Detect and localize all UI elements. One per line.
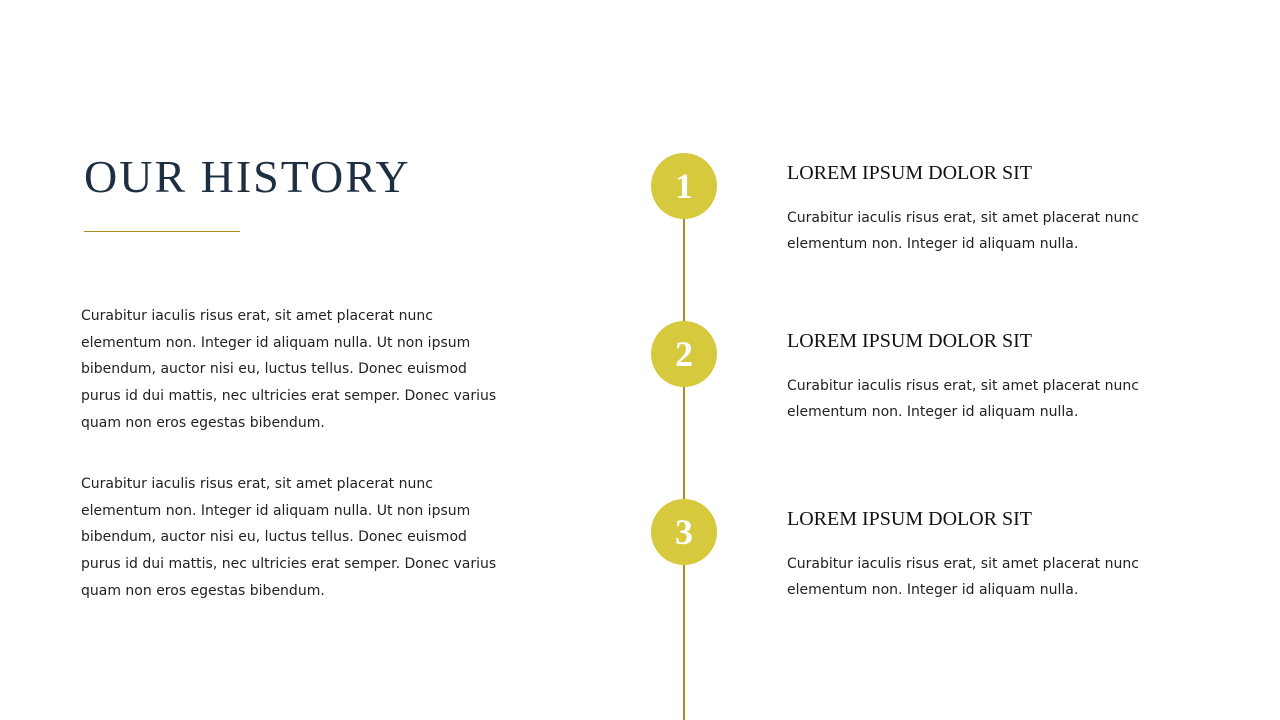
timeline-heading-2: LOREM IPSUM DOLOR SIT [787,330,1033,352]
timeline-text-1: Curabitur iaculis risus erat, sit amet placerat nunc elementum non. Integer id aliquam nulla. [787,210,1139,252]
history-paragraph-1: Curabitur iaculis risus erat, sit amet placerat nunc elementum non. Integer id aliquam nulla. Ut non ipsum bibendum, auctor nisi eu, luctus tellus. Donec euismod purus id dui mattis, nec ultricies erat semper. Donec varius quam non eros egestas bibendum. [81,308,497,431]
timeline-text-2: Curabitur iaculis risus erat, sit amet placerat nunc elementum non. Integer id aliquam nulla. [787,378,1139,420]
timeline-marker-3: 3 [651,499,717,565]
history-paragraph-2: Curabitur iaculis risus erat, sit amet placerat nunc elementum non. Integer id aliquam nulla. Ut non ipsum bibendum, auctor nisi eu, luctus tellus. Donec euismod purus id dui mattis, nec ultricies erat semper. Donec varius quam non eros egestas bibendum. [81,476,497,599]
timeline-heading-1: LOREM IPSUM DOLOR SIT [787,162,1033,184]
timeline-text-3: Curabitur iaculis risus erat, sit amet placerat nunc elementum non. Integer id aliquam nulla. [787,556,1139,598]
page-title: OUR HISTORY [84,151,411,202]
timeline-marker-1: 1 [651,153,717,219]
timeline-heading-3: LOREM IPSUM DOLOR SIT [787,508,1033,530]
title-underline [84,231,240,232]
timeline-line [683,215,685,720]
timeline-marker-2: 2 [651,321,717,387]
